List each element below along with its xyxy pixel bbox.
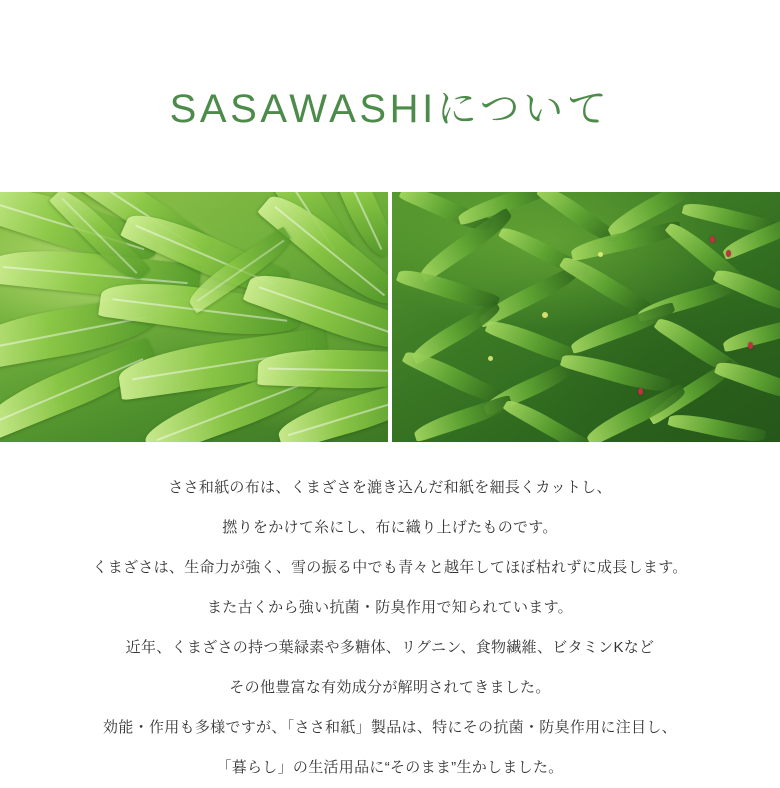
page-title-wrapper: [0, 0, 780, 170]
body-line: くまざさは、生命力が強く、雪の振る中でも青々と越年してほぼ枯れずに成長します。: [92, 558, 688, 576]
page-title: SASAWASHIについて: [169, 86, 611, 131]
kumazasa-thicket-image: [392, 192, 780, 442]
body-line: 「暮らし」の生活用品に“そのまま”生かしました。: [216, 758, 564, 776]
body-line: その他豊富な有効成分が解明されてきました。: [229, 678, 551, 696]
image-band: [0, 192, 780, 442]
body-line: 効能・作用も多様ですが、「ささ和紙」製品は、特にその抗菌・防臭作用に注目し、: [103, 718, 677, 736]
body-text: [0, 468, 780, 788]
body-line: 近年、くまざさの持つ葉緑素や多糖体、リグニン、食物繊維、ビタミンKなど: [125, 638, 655, 656]
kumazasa-leaves-closeup-image: [0, 192, 388, 442]
body-line: また古くから強い抗菌・防臭作用で知られています。: [206, 598, 573, 616]
body-line: 撚りをかけて糸にし、布に織り上げたものです。: [222, 518, 558, 536]
body-line: ささ和紙の布は、くまざさを漉き込んだ和紙を細長くカットし、: [168, 478, 612, 496]
